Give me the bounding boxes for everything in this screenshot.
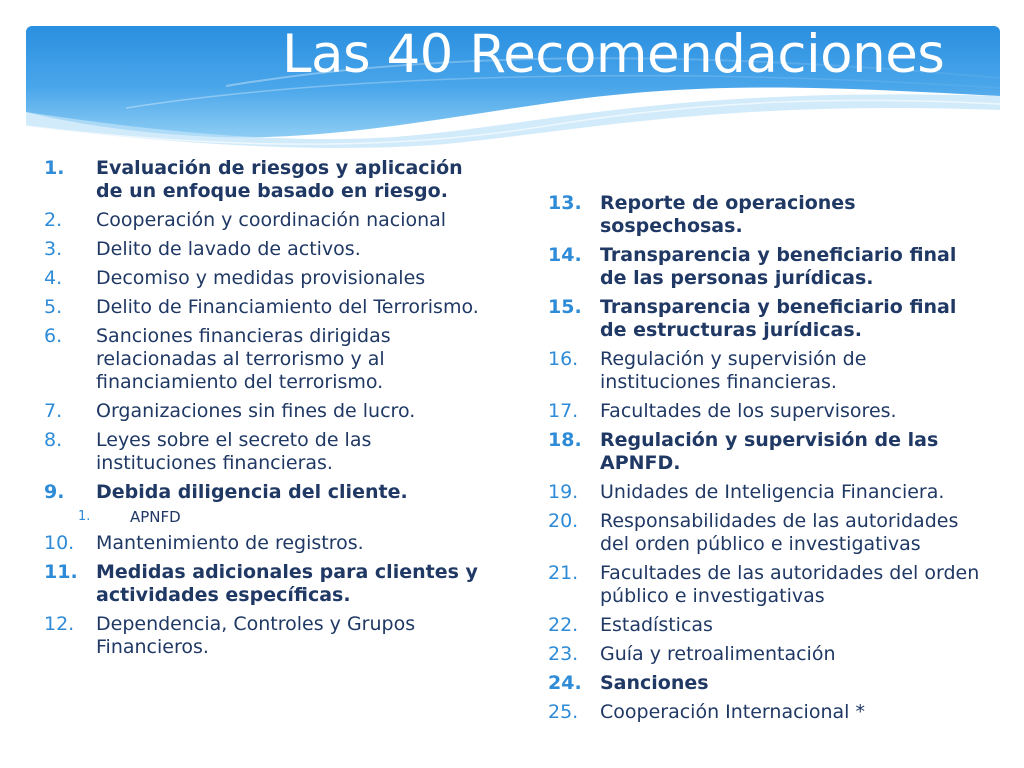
item-number: 10. — [44, 532, 75, 554]
list-item — [44, 325, 484, 394]
item-number: 11. — [44, 561, 78, 583]
item-number: 1. — [78, 509, 91, 524]
list-item — [44, 613, 484, 659]
recommendations-list-left — [44, 157, 484, 665]
item-number: 4. — [44, 267, 63, 289]
item-text: Debida diligencia del cliente. — [96, 481, 408, 503]
list-item — [548, 614, 984, 637]
list-item — [44, 296, 484, 319]
item-text: Guía y retroalimentación — [600, 643, 836, 665]
list-item — [548, 672, 984, 695]
item-text: Sanciones financieras dirigidas relacionadas al terrorismo y al financiamiento del terrorismo. — [96, 325, 391, 393]
item-text: Regulación y supervisión de las APNFD. — [600, 429, 939, 474]
recommendations-list-right — [548, 192, 984, 730]
item-text: Decomiso y medidas provisionales — [96, 267, 426, 289]
list-item — [44, 532, 484, 555]
item-number: 23. — [548, 643, 579, 665]
item-text: Reporte de operaciones sospechosas. — [600, 192, 856, 237]
item-number: 5. — [44, 296, 63, 318]
list-item — [548, 701, 984, 724]
item-number: 2. — [44, 209, 63, 231]
item-text: Cooperación y coordinación nacional — [96, 209, 447, 231]
item-number: 7. — [44, 400, 63, 422]
item-text: Responsabilidades de las autoridades del orden público e investigativas — [600, 510, 959, 555]
item-number: 17. — [548, 400, 579, 422]
item-text: Cooperación Internacional * — [600, 701, 865, 723]
item-number: 25. — [548, 701, 579, 723]
item-number: 14. — [548, 244, 582, 266]
list-item — [548, 429, 984, 475]
slide-title: Las 40 Recomendaciones — [282, 24, 945, 85]
list-item — [548, 510, 984, 556]
item-text: Mantenimiento de registros. — [96, 532, 364, 554]
sub-list-item — [44, 508, 484, 526]
item-text: Medidas adicionales para clientes y actividades específicas. — [96, 561, 478, 606]
list-item — [548, 296, 984, 342]
item-number: 13. — [548, 192, 582, 214]
item-text: Dependencia, Controles y Grupos Financieros. — [96, 613, 416, 658]
list-item — [44, 267, 484, 290]
item-text: Facultades de los supervisores. — [600, 400, 897, 422]
list-item — [44, 157, 484, 203]
item-text: Unidades de Inteligencia Financiera. — [600, 481, 945, 503]
item-number: 20. — [548, 510, 579, 532]
item-text: Regulación y supervisión de instituciones financieras. — [600, 348, 867, 393]
list-item — [548, 400, 984, 423]
list-item — [44, 429, 484, 475]
item-number: 22. — [548, 614, 579, 636]
item-number: 1. — [44, 157, 65, 179]
item-number: 9. — [44, 481, 65, 503]
list-item — [548, 348, 984, 394]
item-text: Leyes sobre el secreto de las instituciones financieras. — [96, 429, 372, 474]
item-number: 18. — [548, 429, 582, 451]
item-text: Estadísticas — [600, 614, 713, 636]
list-item — [44, 561, 484, 607]
list-item — [548, 562, 984, 608]
list-item — [548, 481, 984, 504]
item-number: 15. — [548, 296, 582, 318]
item-number: 6. — [44, 325, 63, 347]
list-item — [548, 244, 984, 290]
item-number: 16. — [548, 348, 579, 370]
item-text: Delito de Financiamiento del Terrorismo. — [96, 296, 479, 318]
item-text: Sanciones — [600, 672, 709, 694]
list-item — [44, 481, 484, 504]
item-text: APNFD — [130, 508, 181, 526]
list-item — [44, 209, 484, 232]
item-number: 19. — [548, 481, 579, 503]
list-item — [548, 192, 984, 238]
item-text: Delito de lavado de activos. — [96, 238, 361, 260]
item-number: 12. — [44, 613, 75, 635]
item-text: Facultades de las autoridades del orden público e investigativas — [600, 562, 980, 607]
item-number: 24. — [548, 672, 582, 694]
item-number: 3. — [44, 238, 63, 260]
item-text: Transparencia y beneficiario final de las personas jurídicas. — [600, 244, 957, 289]
item-text: Organizaciones sin fines de lucro. — [96, 400, 416, 422]
item-number: 8. — [44, 429, 63, 451]
list-item — [44, 400, 484, 423]
item-text: Evaluación de riesgos y aplicación de un enfoque basado en riesgo. — [96, 157, 463, 202]
list-item — [44, 238, 484, 261]
list-item — [548, 643, 984, 666]
item-number: 21. — [548, 562, 579, 584]
item-text: Transparencia y beneficiario final de estructuras jurídicas. — [600, 296, 957, 341]
